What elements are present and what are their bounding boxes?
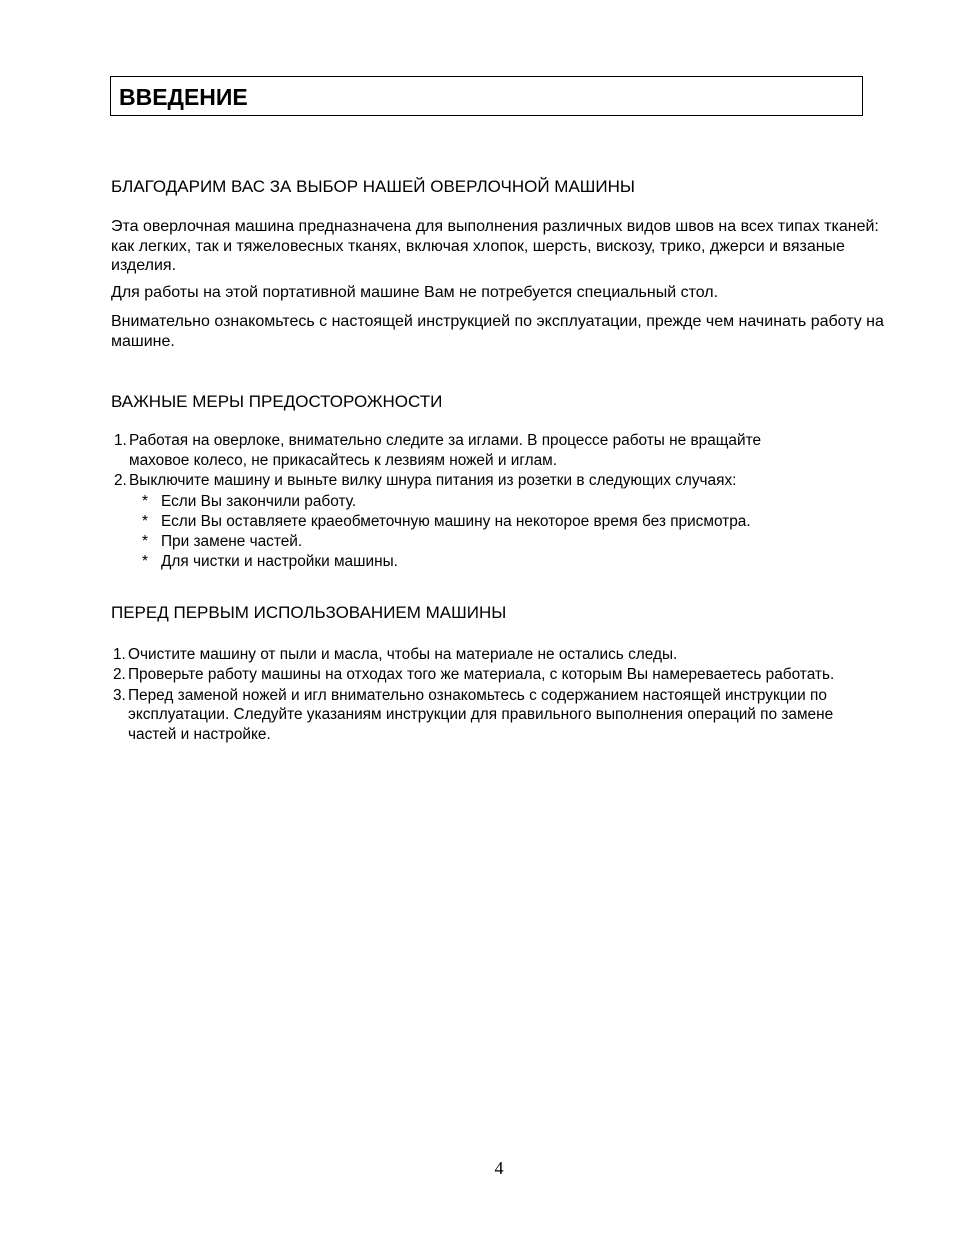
list-item-text: эксплуатации. Следуйте указаниям инструкции для правильного выполнения операций по замене [128, 706, 834, 723]
bullet-text: Для чистки и настройки машины. [161, 553, 398, 570]
page-title: ВВЕДЕНИЕ [119, 84, 248, 110]
paragraph-read-manual: Внимательно ознакомьтесь с настоящей инструкцией по эксплуатации, прежде чем начинать работу на машине. [111, 313, 884, 350]
list-item-text: Работая на оверлоке, внимательно следите за иглами. В процессе работы не вращайте [129, 432, 762, 449]
list-item-number: 2. [113, 666, 126, 683]
page-number: 4 [494, 1158, 504, 1178]
bullet-marker: * [142, 513, 148, 530]
section-heading-first-use: ПЕРЕД ПЕРВЫМ ИСПОЛЬЗОВАНИЕМ МАШИНЫ [111, 603, 507, 622]
list-item-text: Перед заменой ножей и игл внимательно ознакомьтесь с содержанием настоящей инструкции по [128, 687, 827, 704]
bullet-marker: * [142, 533, 148, 550]
list-item-text: Выключите машину и выньте вилку шнура питания из розетки в следующих случаях: [129, 472, 737, 489]
section-heading-safety: ВАЖНЫЕ МЕРЫ ПРЕДОСТОРОЖНОСТИ [111, 392, 443, 411]
bullet-text: Если Вы оставляете краеобметочную машину на некоторое время без присмотра. [161, 513, 751, 530]
list-item-number: 1. [113, 646, 126, 663]
list-item-number: 3. [113, 687, 126, 704]
list-item-number: 2. [114, 472, 127, 489]
list-item-text: маховое колесо, не прикасайтесь к лезвиям ножей и иглам. [129, 452, 557, 469]
list-item-text: Очистите машину от пыли и масла, чтобы на материале не остались следы. [128, 646, 678, 663]
bullet-marker: * [142, 493, 148, 510]
bullet-text: Если Вы закончили работу. [161, 493, 357, 510]
bullet-text: При замене частей. [161, 533, 303, 550]
list-item-text: частей и настройке. [128, 726, 271, 743]
list-item-number: 1. [114, 432, 127, 449]
bullet-marker: * [142, 553, 148, 570]
paragraph-table: Для работы на этой портативной машине Вам не потребуется специальный стол. [111, 284, 719, 301]
list-item-text: Проверьте работу машины на отходах того же материала, с которым Вы намереваетесь работать. [128, 666, 835, 683]
section-heading-thanks: БЛАГОДАРИМ ВАС ЗА ВЫБОР НАШЕЙ ОВЕРЛОЧНОЙ МАШИНЫ [111, 177, 635, 196]
title-box [110, 76, 863, 116]
paragraph-purpose: Эта оверлочная машина предназначена для выполнения различных видов швов на всех типах тканей: как легких, так и тяжеловесных тканях, включая хлопок, шерсть, вискозу, трико, джерси и вязаные изделия. [111, 218, 879, 274]
